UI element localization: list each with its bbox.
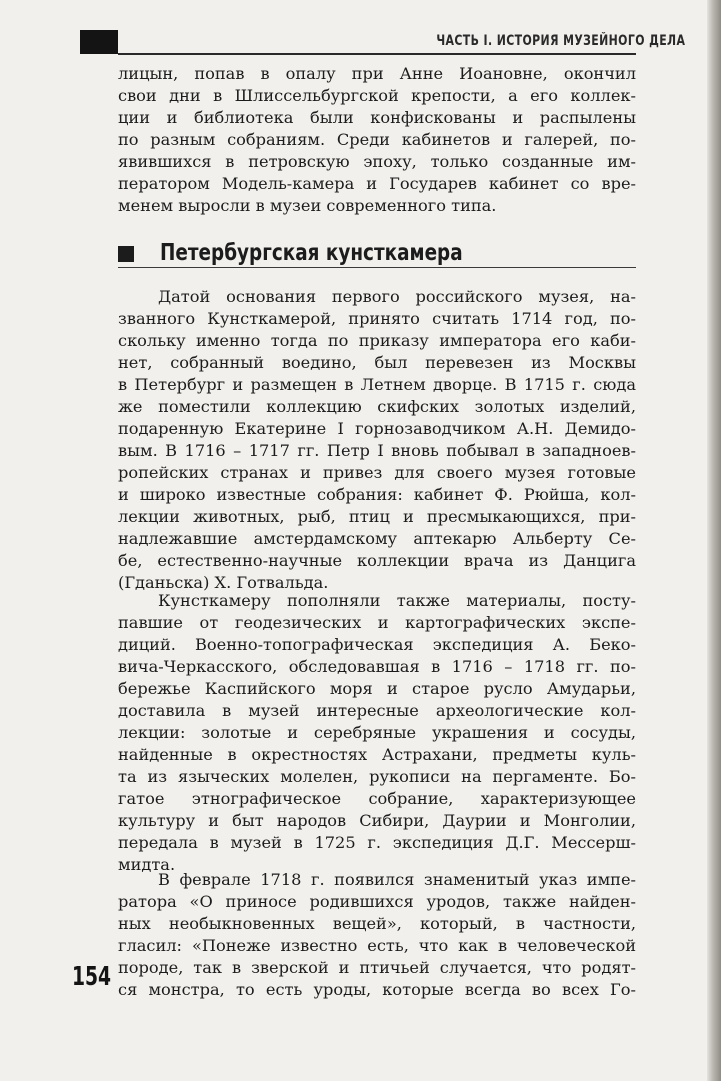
section-heading: [118, 238, 636, 270]
heading-rule: [118, 267, 636, 268]
text-line: явившихся в петровскую эпоху, только созданные им-: [118, 152, 636, 171]
text-line: ся монстра, то есть уроды, которые всегда во всех Го-: [118, 980, 636, 999]
text-line: и широко известные собрания: кабинет Ф. Рюйша, кол-: [118, 485, 636, 504]
text-line: вича-Черкасского, обследовавшая в 1716 – 1718 гг. по-: [118, 657, 636, 676]
top-text-block: [118, 63, 636, 217]
section-heading-text: Петербургская кунсткамера: [160, 240, 463, 266]
text-line: ции и библиотека были конфискованы и распылены: [118, 108, 636, 127]
text-line: передала в музей в 1725 г. экспедиция Д.Г. Мессерш-: [118, 833, 636, 852]
text-line: лекции: золотые и серебряные украшения и сосуды,: [118, 723, 636, 742]
text-line: скольку именно тогда по приказу императора его каби-: [118, 331, 636, 350]
paragraph-1: [118, 286, 636, 594]
text-line: менем выросли в музеи современного типа.: [118, 196, 497, 215]
header-black-block: [80, 30, 118, 54]
paragraph-2: [118, 590, 636, 876]
text-line: же поместили коллекцию скифских золотых изделий,: [118, 397, 636, 416]
text-line: подаренную Екатерине I горнозаводчиком А.Н. Демидо-: [118, 419, 636, 438]
text-line: свои дни в Шлиссельбургской крепости, а его коллек-: [118, 86, 636, 105]
text-line: в Петербург и размещен в Летнем дворце. В 1715 г. сюда: [118, 375, 636, 394]
text-line: ных необыкновенных вещей», который, в частности,: [118, 914, 636, 933]
page-number: 154: [72, 962, 112, 992]
text-line: лекции животных, рыб, птиц и пресмыкающихся, при-: [118, 507, 636, 526]
text-line: лицын, попав в опалу при Анне Иоановне, окончил: [118, 64, 636, 83]
text-line: мидта.: [118, 855, 176, 874]
text-line: ператором Модель-камера и Государев кабинет со вре-: [118, 174, 636, 193]
text-line: павшие от геодезических и картографических экспе-: [118, 613, 636, 632]
header-rule: [118, 53, 636, 55]
text-line: гатое этнографическое собрание, характеризующее: [118, 789, 636, 808]
running-head: ЧАСТЬ I. ИСТОРИЯ МУЗЕЙНОГО ДЕЛА: [436, 33, 686, 49]
text-line: (Гданьска) Х. Готвальда.: [118, 573, 329, 592]
text-line: вым. В 1716 – 1717 гг. Петр I вновь побывал в западноев-: [118, 441, 636, 460]
text-line: ратора «О приносе родившихся уродов, также найден-: [118, 892, 636, 911]
page-edge-shadow: [707, 0, 721, 1081]
text-line: нет, собранный воедино, был перевезен из Москвы: [118, 353, 636, 372]
text-line: Датой основания первого российского музея, на-: [158, 287, 636, 306]
text-line: по разным собраниям. Среди кабинетов и галерей, по-: [118, 130, 636, 149]
text-line: ропейских странах и привез для своего музея готовые: [118, 463, 636, 482]
text-line: бе, естественно-научные коллекции врача из Данцига: [118, 551, 636, 570]
text-line: Кунсткамеру пополняли также материалы, посту-: [158, 591, 636, 610]
text-line: бережье Каспийского моря и старое русло Амударьи,: [118, 679, 636, 698]
text-line: гласил: «Понеже известно есть, что как в человеческой: [118, 936, 636, 955]
text-line: В феврале 1718 г. появился знаменитый указ импе-: [158, 870, 636, 889]
text-line: та из языческих молелен, рукописи на пергаменте. Бо-: [118, 767, 636, 786]
paragraph-3: [118, 869, 636, 1001]
text-line: породе, так в зверской и птичьей случается, что родят-: [118, 958, 636, 977]
text-line: культуру и быт народов Сибири, Даурии и Монголии,: [118, 811, 636, 830]
text-line: найденные в окрестностях Астрахани, предметы куль-: [118, 745, 636, 764]
text-line: доставила в музей интересные археологические кол-: [118, 701, 636, 720]
heading-square-bullet: [118, 246, 134, 262]
text-line: званного Кунсткамерой, принято считать 1714 год, по-: [118, 309, 636, 328]
text-line: надлежавшие амстердамскому аптекарю Альберту Се-: [118, 529, 636, 548]
text-line: диций. Военно-топографическая экспедиция А. Беко-: [118, 635, 636, 654]
